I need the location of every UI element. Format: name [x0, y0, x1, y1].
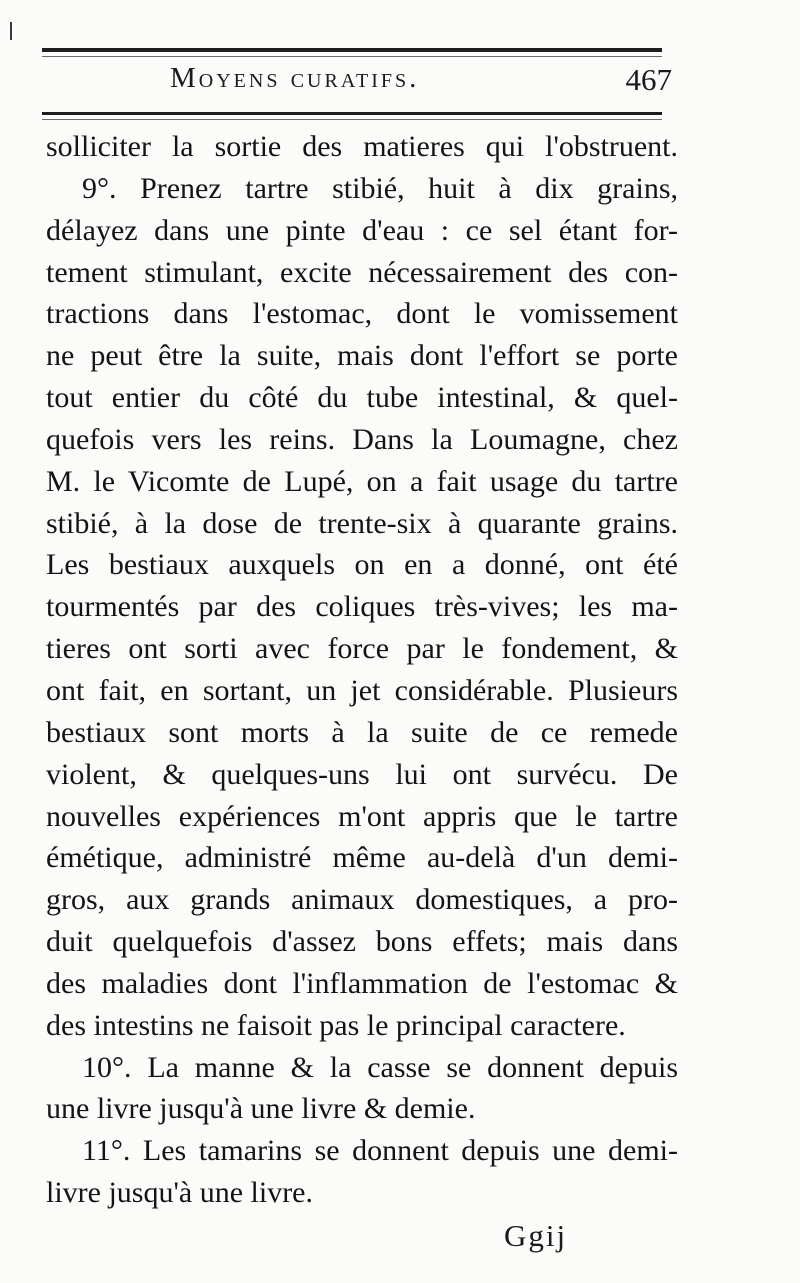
body-text — [46, 126, 678, 1214]
text-line: tieres ont sorti avec force par le fondement, & — [46, 632, 678, 666]
text-line: quefois vers les reins. Dans la Loumagne, chez — [46, 422, 678, 456]
signature-mark: Ggij — [504, 1218, 568, 1253]
page-number: 467 — [625, 62, 672, 97]
text-line: gros, aux grands animaux domestiques, a pro- — [46, 883, 678, 917]
text-line: tout entier du côté du tube intestinal, & quel- — [46, 381, 678, 415]
text-line: ne peut être la suite, mais dont l'effort se porte — [46, 339, 678, 373]
text-line: M. le Vicomte de Lupé, on a fait usage du tartre — [46, 464, 678, 498]
text-line: des intestins ne faisoit pas le principal caractere. — [46, 1008, 626, 1042]
text-line: bestiaux sont morts à la suite de ce remede — [46, 715, 678, 749]
text-line: délayez dans une pinte d'eau : ce sel étant for- — [46, 213, 678, 247]
text-line: une livre jusqu'à une livre & demie. — [46, 1092, 476, 1126]
text-line: tourmentés par des coliques très-vives; les ma- — [46, 590, 678, 624]
header-rule-bottom-thin — [42, 119, 662, 120]
header-rule-top-thin — [42, 56, 662, 57]
text-line: violent, & quelques-uns lui ont survécu. De — [46, 757, 678, 791]
text-line: tractions dans l'estomac, dont le vomissement — [46, 297, 678, 331]
text-line: Les bestiaux auxquels on en a donné, ont été — [46, 548, 678, 582]
text-line: émétique, administré même au-delà d'un demi- — [46, 841, 678, 875]
text-line: solliciter la sortie des matieres qui l'obstruent. — [46, 130, 678, 163]
header-rule-top — [42, 48, 662, 52]
running-title: Moyens curatifs. — [170, 62, 420, 94]
text-line: ont fait, en sortant, un jet considérable. Plusieurs — [46, 673, 678, 707]
text-line: duit quelquefois d'assez bons effets; mais dans — [46, 925, 678, 959]
text-line: tement stimulant, excite nécessairement des con- — [46, 255, 678, 289]
text-line: 10°. La manne & la casse se donnent depuis — [82, 1050, 678, 1084]
header-rule-bottom — [42, 112, 662, 115]
text-line: nouvelles expériences m'ont appris que le tartre — [46, 799, 678, 833]
margin-mark — [10, 22, 12, 40]
text-line: 11°. Les tamarins se donnent depuis une demi- — [82, 1134, 678, 1168]
text-line: livre jusqu'à une livre. — [46, 1176, 313, 1210]
text-line: stibié, à la dose de trente-six à quarante grains. — [46, 506, 678, 540]
text-line: 9°. Prenez tartre stibié, huit à dix grains, — [82, 171, 678, 205]
text-line: des maladies dont l'inflammation de l'estomac & — [46, 966, 678, 1000]
